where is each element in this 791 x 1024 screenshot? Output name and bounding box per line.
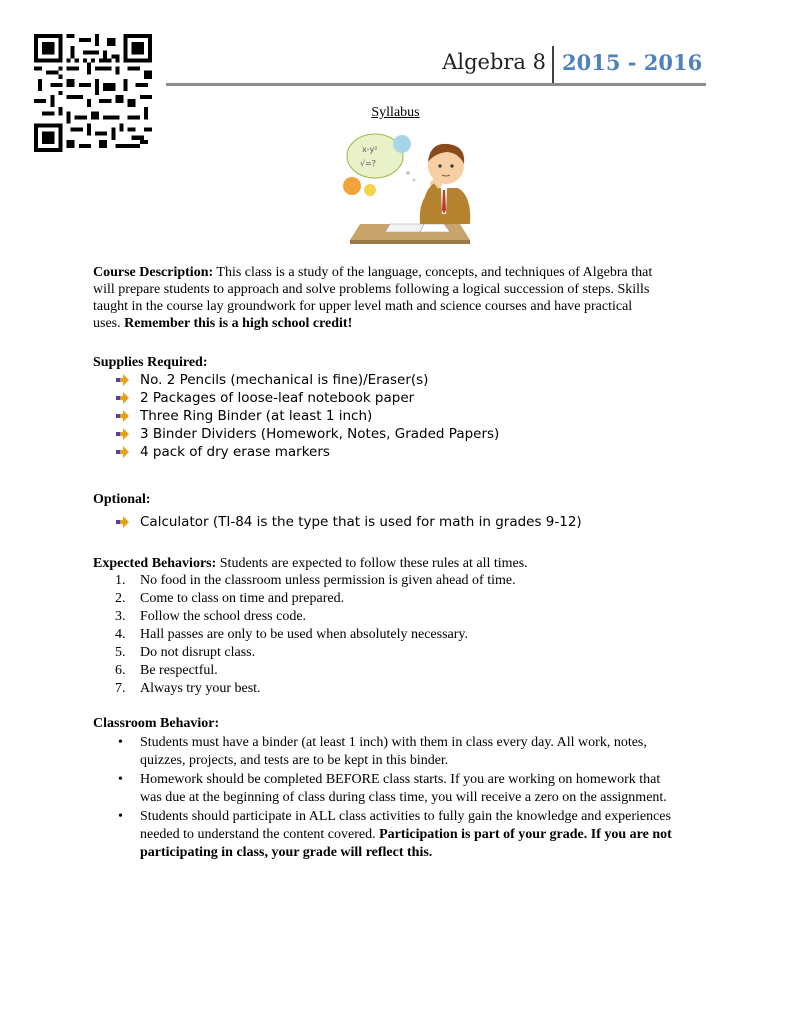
syllabus-label: Syllabus [371,105,420,120]
expected-behaviors-list [93,572,528,698]
optional-section [93,491,582,531]
list-item: 5. Do not disrupt class. [115,645,256,660]
optional-heading: Optional: [93,492,151,507]
list-item: • Homework should be completed BEFORE class starts. If you are working on homework that was due at the beginning of class during class time, you will receive a zero on the assignment. [118,772,667,805]
list-item: 3. Follow the school dress code. [115,609,307,624]
student-thinking-illustration [340,128,480,244]
supplies-heading: Supplies Required: [93,355,208,370]
expected-behaviors-intro: Students are expected to follow these rules at all times. [216,556,528,571]
course-description-heading: Course Description: [93,265,214,280]
list-item: No. 2 Pencils (mechanical is fine)/Eraser(s) [93,371,499,389]
classroom-behavior-heading: Classroom Behavior: [93,716,220,731]
course-title: Algebra 8 [442,50,546,74]
list-item: 4. Hall passes are only to be used when absolutely necessary. [115,627,468,642]
school-year: 2015 - 2016 [562,50,703,75]
list-item: • Students should participate in ALL class activities to fully gain the knowledge and experiences needed to understand the content covered. Participation is part of your grade. If you are not participating in class, your grade will reflect this. [118,809,672,860]
arrow-bullet-icon [116,446,129,458]
list-item: 4 pack of dry erase markers [93,443,499,461]
list-item: Calculator (TI-84 is the type that is used for math in grades 9-12) [93,513,582,531]
list-item: 7. Always try your best. [115,681,261,696]
arrow-bullet-icon [116,374,129,386]
participation-emphasis: Participation is part of your grade. If you are not participating in class, your grade will reflect this. [140,827,672,860]
supplies-section [93,354,499,461]
arrow-bullet-icon [116,516,129,528]
course-description [93,264,653,332]
classroom-behavior-section [93,715,673,863]
expected-behaviors-section [93,555,528,698]
svg-text:x-y²: x-y² [362,145,378,154]
list-item: 1. No food in the classroom unless permission is given ahead of time. [115,573,516,588]
course-description-emphasis: Remember this is a high school credit! [124,316,353,331]
title-divider [552,46,554,84]
svg-text:√=?: √=? [360,159,377,168]
list-item: • Students must have a binder (at least 1 inch) with them in class every day. All work, notes, quizzes, projects, and tests are to be kept in this binder. [118,735,647,768]
optional-list [93,513,582,531]
list-item: 6. Be respectful. [115,663,218,678]
qr-code-icon [34,34,152,152]
arrow-bullet-icon [116,428,129,440]
course-description-body: This class is a study of the language, concepts, and techniques of Algebra that will prepare students to approach and solve problems following a logical succession of steps. Skills taught in the course lay groundwork for upper level math and science courses and have practical uses. [93,265,653,331]
header-rule [166,83,706,86]
classroom-behavior-list [93,734,673,862]
bullet-dot-icon: • [118,809,123,824]
list-item: 3 Binder Dividers (Homework, Notes, Graded Papers) [93,425,499,443]
arrow-bullet-icon [116,410,129,422]
expected-behaviors-heading: Expected Behaviors: [93,556,217,571]
bullet-dot-icon: • [118,735,123,750]
bullet-dot-icon: • [118,772,123,787]
arrow-bullet-icon [116,392,129,404]
list-item: 2 Packages of loose-leaf notebook paper [93,389,499,407]
list-item: 2. Come to class on time and prepared. [115,591,345,606]
list-item: Three Ring Binder (at least 1 inch) [93,407,499,425]
supplies-list [93,371,499,461]
